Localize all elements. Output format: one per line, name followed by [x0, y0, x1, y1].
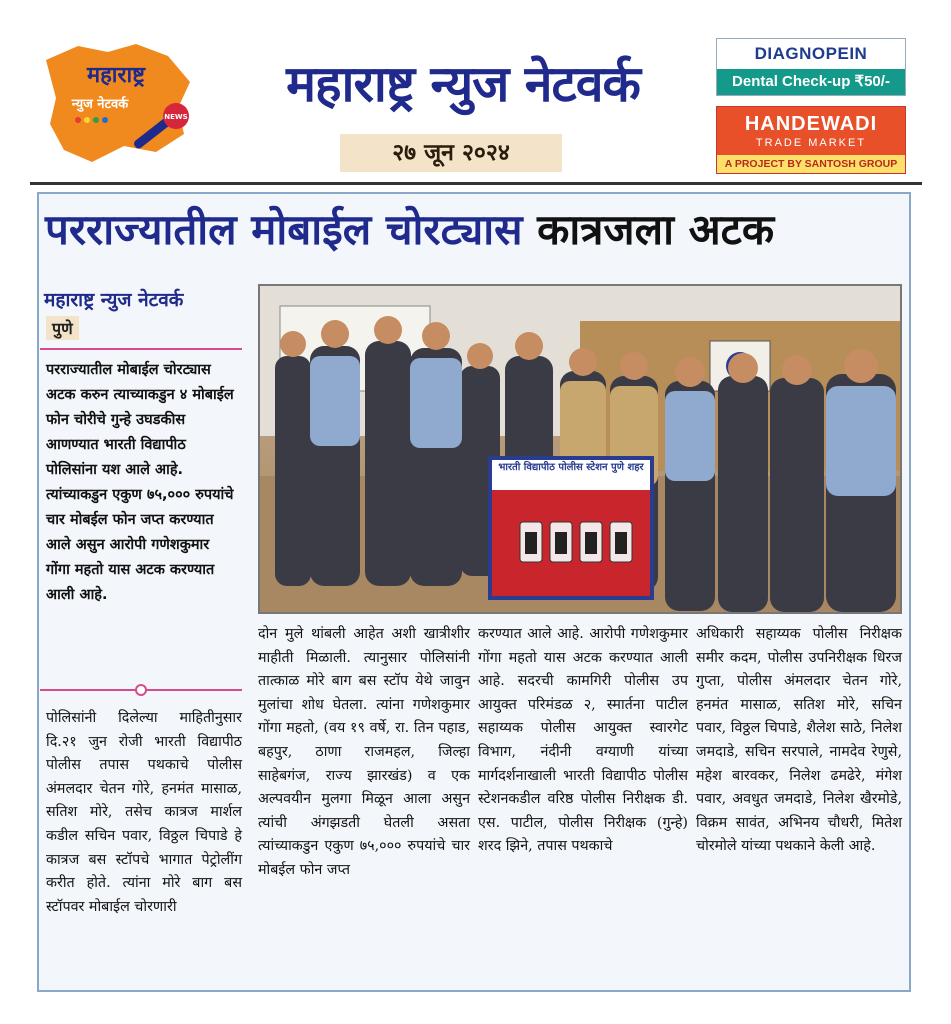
logo-badge: NEWS [164, 113, 188, 121]
article-column-1: पोलिसांनी दिलेल्या माहितीनुसार दि.२१ जुन रोजी भारती विद्यापीठ पोलीस तपास पथकाचे पोलीस अंमलदार चेतन गोरे, हनमंत मासाळ, सतिश मोरे, तसेच कात्रज मार्शल कडील सचिन पवार, विठ्ठल चिपाडे हे कात्रज बस स्टॉपचे भागात पेट्रोलींग करीत होते. त्यांना मोरे बाग बस स्टॉपवर मोबाईल चोरणारी [46, 710, 242, 915]
handewadi-ad[interactable] [716, 106, 906, 174]
ad2-subtitle: TRADE MARKET [755, 137, 867, 149]
logo-line1: महाराष्ट्र [86, 63, 146, 88]
masthead-title: महाराष्ट्र न्युज नेटवर्क [286, 55, 640, 113]
article-column-4: अधिकारी सहाय्यक पोलीस निरीक्षक समीर कदम, पोलीस उपनिरीक्षक धिरज गुप्ता, पोलीस अंमलदार चेतन गोरे, हनमंत मासाळ, सतिश मोरे, सचिन पवार, विठ्ठल चिपाडे, शैलेश साठे, निलेश जमदाडे, सचिन सरपाले, नामदेव रेणुसे, महेश बारवकर, निलेश ढमढेरे, मंगेश पवार, अवधुत जमदाडे, निलेश खैरमोडे, विक्रम सावंत, अभिनय चौधरी, मितेश चोरमोले यांच्या पथकाने केली आहे. [696, 626, 902, 855]
sign-text: भारती विद्यापीठ पोलीस स्टेशन पुणे शहर [492, 460, 650, 490]
ad1-offer: Dental Check-up ₹50/- [717, 69, 905, 95]
ad2-name: HANDEWADI [744, 113, 878, 135]
divider-ornament [135, 684, 147, 696]
police-station-sign [488, 456, 654, 600]
divider-bottom [40, 689, 242, 691]
article-byline: महाराष्ट्र न्युज नेटवर्क [44, 289, 184, 311]
masthead-logo [38, 42, 198, 167]
headline-part1: परराज्यातील मोबाईल चोरट्यास [45, 205, 523, 254]
lead-paragraph: परराज्यातील मोबाईल चोरट्यास अटक करुन त्याच्याकडुन ४ मोबाईल फोन चोरीचे गुन्हे उघडकीस आणण्यात भारती विद्यापीठ पोलिसांना यश आले आहे. त्यांच्याकडुन एकुण ७५,००० रुपयांचे चार मोबईल फोन जप्त करण्यात आले असुन आरोपी गणेशकुमार गोंगा महतो यास अटक करण्यात आली आहे. [46, 362, 234, 603]
publication-date: २७ जून २०२४ [340, 134, 562, 172]
dateline-city: पुणे [46, 316, 79, 340]
news-photo [258, 284, 902, 614]
diagnopein-ad[interactable] [716, 38, 906, 96]
masthead-rule [30, 182, 922, 185]
divider-top [40, 348, 242, 350]
headline-part2: कात्रजला अटक [537, 205, 775, 254]
ad2-tagline: A PROJECT BY SANTOSH GROUP [717, 155, 905, 173]
ad1-brand: DIAGNOPEIN [754, 44, 868, 63]
article-column-2: दोन मुले थांबली आहेत अशी खात्रीशीर माहीती मिळाली. त्यानुसार पोलिसांनी तात्काळ मोरे बाग बस स्टॉप येथे जावुन मुलांचा शोध घेतला. त्यांना गणेशकुमार गोंगा महतो, (वय १९ वर्षे, रा. तिन पहाड, बहपुर, ठाणा राजमहल, जिल्हा साहेबगंज, राज्य झारखंड) व एक अल्पवयीन मुलगा मिळून आला असुन त्यांची अंगझडती घेतली असता त्यांच्याकडुन एकुण ७५,००० रुपयांचे चार मोबईल फोन जप्त [258, 626, 470, 878]
article-column-3: करण्यात आले आहे. आरोपी गणेशकुमार गोंगा महतो यास अटक करण्यात आली आहे. सदरची कामगिरी पोलीस उप आयुक्त परिमंडळ २, स्मार्तना पाटील सहाय्यक पोलीस आयुक्त स्वारगेट विभाग, नंदीनी वग्याणी यांच्या मार्गदर्शनाखाली भारती विद्यापीठ पोलीस स्टेशनकडील वरिष्ठ पोलीस निरीक्षक डी. एस. पाटील, पोलीस निरीक्षक (गुन्हे) शरद झिने, तपास पथकाचे [478, 626, 688, 855]
logo-line2: न्युज नेटवर्क [71, 97, 129, 112]
phones-display [492, 490, 650, 596]
article-headline [45, 198, 905, 262]
